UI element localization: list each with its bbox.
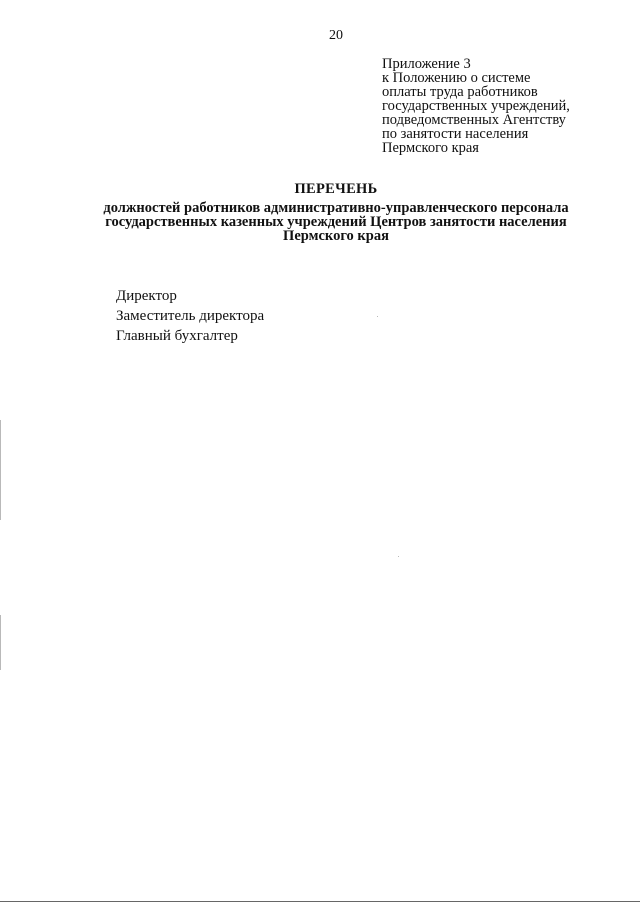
position-item: Главный бухгалтер bbox=[116, 328, 238, 344]
appendix-line: Приложение 3 bbox=[382, 56, 471, 72]
position-item: Директор bbox=[116, 288, 177, 304]
scan-artifact bbox=[377, 316, 378, 317]
positions-list bbox=[116, 286, 264, 346]
page-number: 20 bbox=[329, 28, 343, 43]
appendix-line: к Положению о системе bbox=[382, 70, 531, 86]
scan-artifact bbox=[0, 420, 1, 520]
subtitle-line: государственных казенных учреждений Центров занятости населения bbox=[105, 214, 567, 230]
scan-artifact bbox=[398, 556, 399, 557]
document-subtitle bbox=[60, 201, 612, 243]
position-item: Заместитель директора bbox=[116, 308, 265, 324]
scan-artifact bbox=[0, 615, 1, 670]
appendix-line: по занятости населения bbox=[382, 126, 529, 142]
appendix-line: государственных учреждений, bbox=[382, 98, 570, 114]
appendix-line: подведомственных Агентству bbox=[382, 112, 566, 128]
document-title: ПЕРЕЧЕНЬ bbox=[294, 181, 378, 197]
subtitle-line: Пермского края bbox=[283, 228, 389, 244]
appendix-note bbox=[382, 57, 632, 155]
appendix-line: Пермского края bbox=[382, 140, 479, 156]
appendix-line: оплаты труда работников bbox=[382, 84, 538, 100]
subtitle-line: должностей работников административно-управленческого персонала bbox=[103, 200, 569, 216]
scan-bottom-edge bbox=[0, 901, 640, 902]
